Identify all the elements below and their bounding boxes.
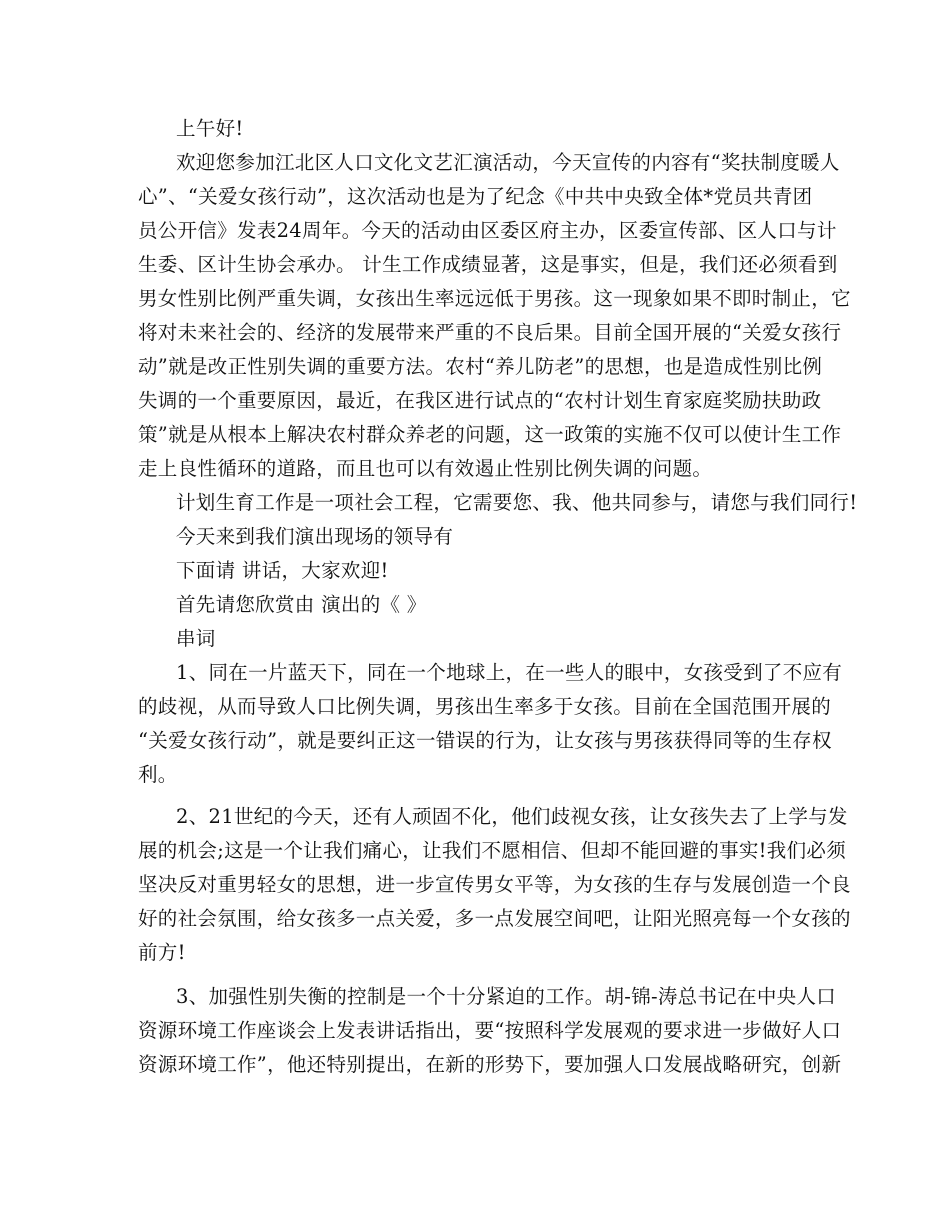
section-title: 串词 xyxy=(176,627,216,650)
paragraph-line: 资源环境工作”，他还特别提出，在新的形势下，要加强人口发展战略研究，创新 xyxy=(138,1053,842,1076)
paragraph-line: 利。 xyxy=(138,763,178,786)
paragraph-line: 资源环境工作座谈会上发表讲话指出，要“按照科学发展观的要求进一步做好人口 xyxy=(138,1019,842,1042)
paragraph-2 xyxy=(138,800,851,970)
intro-paragraph xyxy=(138,146,851,486)
invite-line: 下面请 讲话，大家欢迎! xyxy=(176,559,389,582)
paragraph-line: 前方! xyxy=(138,941,186,964)
paragraph-line: 的歧视，从而导致人口比例失调，男孩出生率多于女孩。目前在全国范围开展的 xyxy=(138,695,832,718)
paragraph-line: 失调的一个重要原因，最近，在我区进行试点的“农村计划生育家庭奖励扶助政 xyxy=(138,389,822,412)
paragraph-1 xyxy=(138,656,843,792)
paragraph-line: 坚决反对重男轻女的思想，进一步宣传男女平等，为女孩的生存与发展创造一个良 xyxy=(138,873,851,896)
document-page xyxy=(138,112,858,1082)
plan-line: 计划生育工作是一项社会工程，它需要您、我、他共同参与，请您与我们同行! xyxy=(176,491,858,514)
paragraph-line: “关爱女孩行动”，就是要纠正这一错误的行为，让女孩与男孩获得同等的生存权 xyxy=(138,729,832,752)
paragraph-line: 动”就是改正性别失调的重要方法。农村“养儿防老”的思想，也是造成性别比例 xyxy=(138,355,823,378)
paragraph-3 xyxy=(138,980,842,1082)
paragraph-line: 展的机会;这是一个让我们痛心，让我们不愿相信、但却不能回避的事实!我们必须 xyxy=(138,839,847,862)
paragraph-gap xyxy=(138,792,822,800)
paragraph-line: 员公开信》发表24周年。今天的活动由区委区府主办，区委宣传部、区人口与计 xyxy=(138,219,837,242)
paragraph-line: 3、加强性别失衡的控制是一个十分紧迫的工作。胡-锦-涛总书记在中央人口 xyxy=(176,985,837,1008)
paragraph-gap xyxy=(138,970,822,980)
first-show-line: 首先请您欣赏由 演出的《 》 xyxy=(176,593,427,616)
paragraph-line: 欢迎您参加江北区人口文化文艺汇演活动，今天宣传的内容有“奖扶制度暖人 xyxy=(176,151,840,174)
paragraph-line: 心”、“关爱女孩行动”，这次活动也是为了纪念《中共中央致全体*党员共青团 xyxy=(138,185,813,208)
paragraph-line: 男女性别比例严重失调，女孩出生率远远低于男孩。这一现象如果不即时制止，它 xyxy=(138,287,851,310)
paragraph-line: 策”就是从根本上解决农村群众养老的问题，这一政策的实施不仅可以使计生工作 xyxy=(138,423,842,446)
paragraph-line: 走上良性循环的道路，而且也可以有效遏止性别比例失调的问题。 xyxy=(138,457,713,480)
paragraph-line: 生委、区计生协会承办。 计生工作成绩显著，这是事实，但是，我们还必须看到 xyxy=(138,253,838,276)
paragraph-line: 将对未来社会的、经济的发展带来严重的不良后果。目前全国开展的“关爱女孩行 xyxy=(138,321,842,344)
leaders-line: 今天来到我们演出现场的领导有 xyxy=(176,525,454,548)
paragraph-line: 好的社会氛围，给女孩多一点关爱，多一点发展空间吧，让阳光照亮每一个女孩的 xyxy=(138,907,851,930)
paragraph-line: 1、同在一片蓝天下，同在一个地球上，在一些人的眼中，女孩受到了不应有 xyxy=(176,661,843,684)
paragraph-line: 2、21世纪的今天，还有人顽固不化，他们歧视女孩，让女孩失去了上学与发 xyxy=(176,805,848,828)
greeting: 上午好! xyxy=(176,117,244,140)
